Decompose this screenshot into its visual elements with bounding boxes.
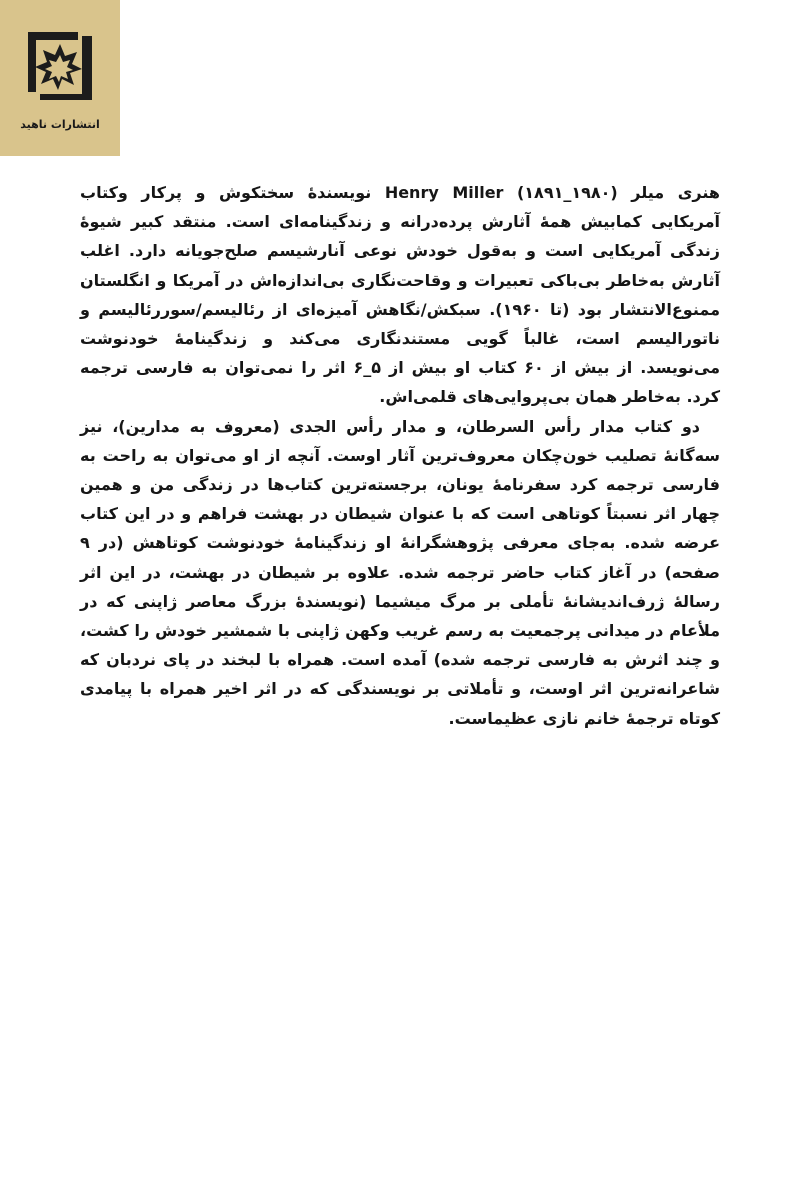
body-text [80, 178, 720, 733]
publisher-badge [0, 0, 120, 156]
star-book-logo-icon [18, 22, 102, 106]
paragraph-works-overview: دو کتاب مدار رأس السرطان، و مدار رأس الجدی (معروف به مدارین)، نیز سه‌گانهٔ تصلیب خون‌چکان معروف‌ترین آثار اوست. آنچه از او می‌توان به راحت به فارسی ترجمه کرد سفرنامهٔ یونان، برجسته‌ترین کتاب‌ها در زندگی من و همین چهار اثر نسبتاً کوتاهی است که با عنوان شیطان در بهشت فراهم و در این کتاب عرضه شده. به‌جای معرفی پژوهشگرانهٔ او زندگینامهٔ خودنوشت کوتاهش (در ۹ صفحه) در آغاز کتاب حاضر ترجمه شده. علاوه بر شیطان در بهشت، در این اثر رسالهٔ ژرف‌اندیشانهٔ تأملی بر مرگ میشیما (نویسندهٔ بزرگ معاصر ژاپنی که در ملأعام در میدانی پرجمعیت به رسم غریب وکهن ژاپنی با شمشیر خودش را کشت، و چند اثرش به فارسی ترجمه شده) آمده است. همراه با لبخند در پای نردبان که شاعرانه‌ترین اثر اوست، و تأملاتی بر نویسندگی که در اثر اخیر همراه با پیامدی کوتاه ترجمهٔ خانم نازی عظیماست. [80, 416, 720, 728]
publisher-name: انتشارات ناهید [20, 118, 100, 131]
paragraph-henry-miller-bio: هنری میلر Henry Miller (۱۸۹۱_۱۹۸۰) نویسندهٔ سختکوش و پرکار وکتاب آمریکایی کمابیش همهٔ آثارش پرده‌درانه و زندگینامه‌ای است. منتقد کبیر شیوهٔ زندگی آمریکایی است و به‌قول خودش نوعی آنارشیسم صلح‌جویانه دارد. اغلب آثارش به‌خاطر بی‌باکی تعبیرات و وقاحت‌نگاری بی‌اندازه‌اش در آمریکا و انگلستان ممنوع‌الانتشار بود (تا ۱۹۶۰). سبکش/نگاهش آمیزه‌ای از رئالیسم/سوررئالیسم و ناتورالیسم است، غالباً گویی مستندنگاری می‌کند و زندگینامهٔ خودنوشت می‌نویسد. از بیش از ۶۰ کتاب او بیش از ۵_۶ اثر را نمی‌توان به فارسی ترجمه کرد. به‌خاطر همان بی‌پروایی‌های قلمی‌اش. [80, 183, 721, 407]
